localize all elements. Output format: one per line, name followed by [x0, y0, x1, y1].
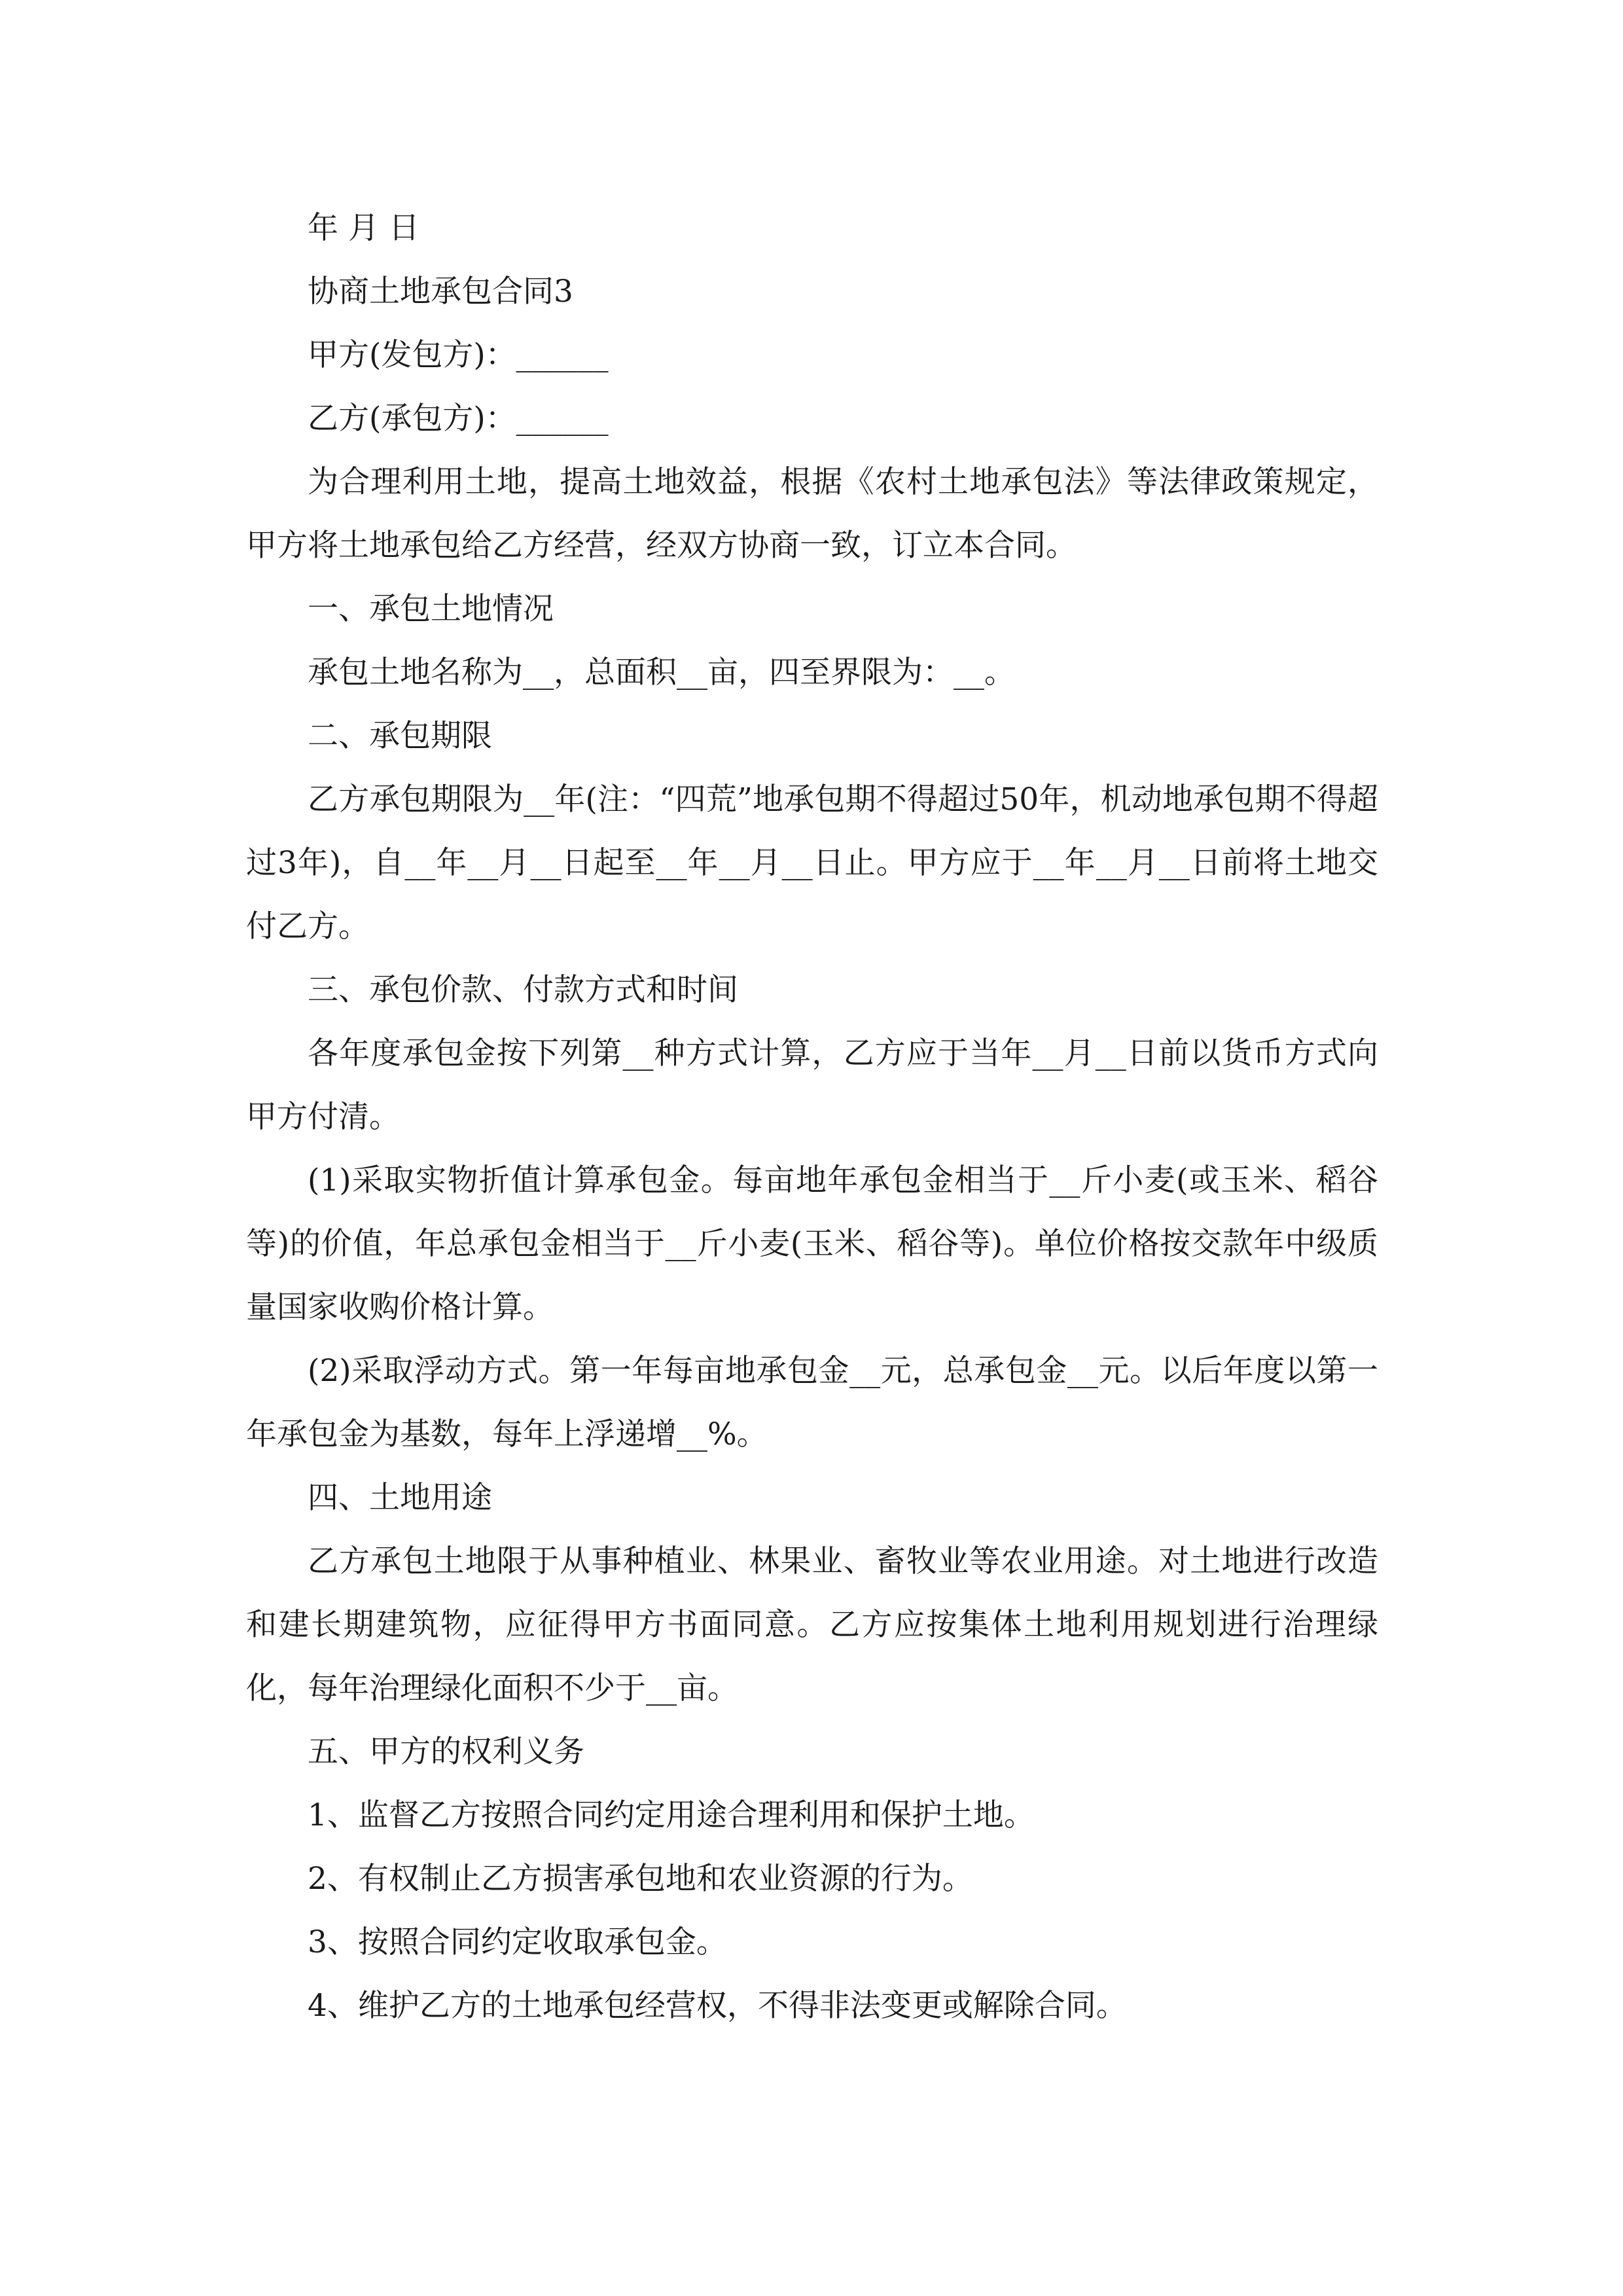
party-a-duty-4: 4、维护乙方的土地承包经营权，不得非法变更或解除合同。: [308, 1988, 1127, 2024]
party-b-line: 乙方(承包方)：______: [308, 401, 609, 437]
party-a-duty-2: 2、有权制止乙方损害承包地和农业资源的行为。: [308, 1861, 973, 1897]
section-heading-1: 一、承包土地情况: [308, 591, 554, 627]
land-use-paragraph: 乙方承包土地限于从事种植业、林果业、畜牧业等农业用途。对土地进行改造和建长期建筑物，应征得甲方书面同意。乙方应按集体土地利用规划进行治理绿化，每年治理绿化面积不少于__亩。: [246, 1543, 1378, 1706]
contract-title: 协商土地承包合同3: [308, 274, 573, 310]
section-heading-3: 三、承包价款、付款方式和时间: [308, 972, 738, 1008]
party-a-duty-1: 1、监督乙方按照合同约定用途合理利用和保护土地。: [308, 1797, 1035, 1833]
payment-option-2: (2)采取浮动方式。第一年每亩地承包金__元，总承包金__元。以后年度以第一年承包金为基数，每年上浮递增__%。: [246, 1353, 1378, 1452]
date-line: 年 月 日: [308, 210, 419, 246]
term-paragraph: 乙方承包期限为__年(注：“四荒”地承包期不得超过50年，机动地承包期不得超过3年)，自__年__月__日起至__年__月__日止。甲方应于__年__月__日前将土地交付乙方。: [246, 781, 1378, 944]
payment-option-1: (1)采取实物折值计算承包金。每亩地年承包金相当于__斤小麦(或玉米、稻谷等)的价值，年总承包金相当于__斤小麦(玉米、稻谷等)。单位价格按交款年中级质量国家收购价格计算。: [246, 1162, 1378, 1325]
section-heading-2: 二、承包期限: [308, 718, 492, 754]
preamble-paragraph: 为合理利用土地，提高土地效益，根据《农村土地承包法》等法律政策规定，甲方将土地承包给乙方经营，经双方协商一致，订立本合同。: [246, 464, 1378, 564]
payment-paragraph: 各年度承包金按下列第__种方式计算，乙方应于当年__月__日前以货币方式向甲方付清。: [246, 1035, 1378, 1135]
party-a-duty-3: 3、按照合同约定收取承包金。: [308, 1924, 727, 1960]
section-heading-4: 四、土地用途: [308, 1480, 492, 1516]
document-body: [246, 196, 1378, 2037]
party-a-line: 甲方(发包方)：______: [308, 337, 609, 373]
section-heading-5: 五、甲方的权利义务: [308, 1734, 584, 1770]
land-info-paragraph: 承包土地名称为__，总面积__亩，四至界限为：__。: [308, 655, 1015, 691]
